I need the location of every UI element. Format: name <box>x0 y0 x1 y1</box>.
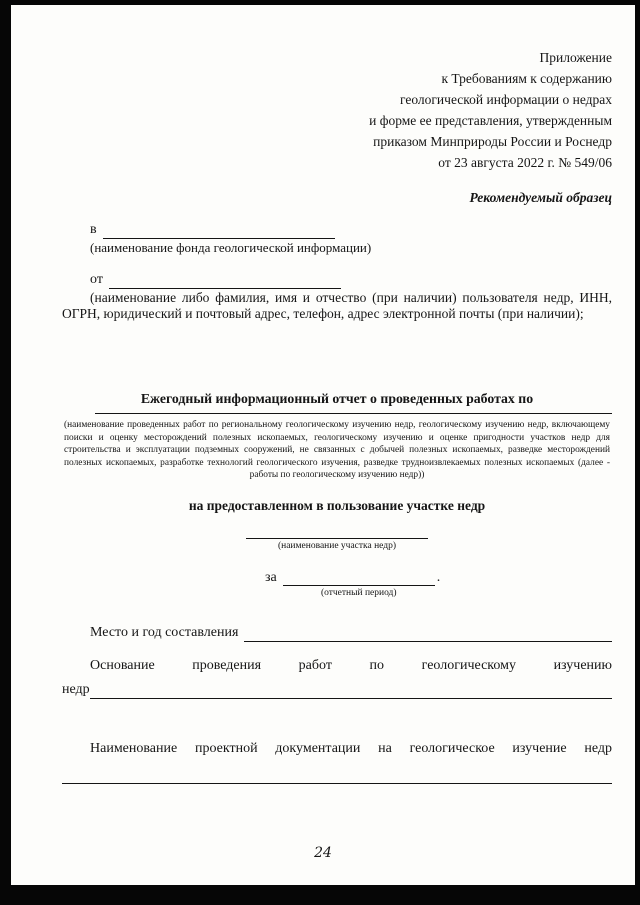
recipient-blank-line <box>103 223 335 239</box>
report-subtitle: на предоставленном в пользование участке недр <box>188 497 486 513</box>
period-label: за <box>265 569 277 585</box>
recipient-caption: (наименование фонда геологической информации) <box>90 240 372 255</box>
basis-blank-line <box>90 683 612 699</box>
place-blank-line <box>244 626 612 642</box>
period-blank-line <box>283 570 435 586</box>
appendix-header <box>62 47 612 173</box>
sender-field <box>62 270 612 289</box>
document-content <box>62 47 612 784</box>
site-caption: (наименование участка недр) <box>277 540 397 551</box>
work-types-caption: (наименование проведенных работ по региональному геологическому изучению недр, геологическому изучению недр, включающему поиски и оценку месторождений полезных ископаемых, геологическому изучению и оценке пригодности участков недр для строительства и эксплуатации подземных сооружений, не связанных с добычей полезных ископаемых, разведке месторождений полезных ископаемых, разработке технологий геологического изучения, разведке трудноизвлекаемых полезных ископаемых (далее - работы по геологическому изучению недр)) <box>64 420 610 480</box>
sender-blank-line <box>109 273 341 289</box>
period-caption: (отчетный период) <box>320 587 397 598</box>
sender-caption: (наименование либо фамилия, имя и отчество (при наличии) пользователя недр, ИНН, ОГРН, юридический и почтовый адрес, телефон, адрес электронной почты (при наличии); <box>62 290 612 321</box>
appendix-line: от 23 августа 2022 г. № 549/06 <box>438 155 612 170</box>
appendix-line: геологической информации о недрах <box>399 92 612 107</box>
basis-line2-label: недр <box>62 681 90 697</box>
project-doc-label: Наименование проектной документации на геологическое изучение недр <box>90 740 612 756</box>
place-field <box>62 623 612 642</box>
title-blank-line <box>95 408 612 414</box>
page-number: 24 <box>314 845 332 861</box>
period-suffix: . <box>436 569 441 585</box>
appendix-line: и форме ее представления, утвержденным <box>369 113 612 128</box>
sample-note: Рекомендуемый образец <box>469 190 612 205</box>
project-doc-blank-line <box>62 770 612 784</box>
recipient-label: в <box>90 222 97 237</box>
appendix-line: приказом Минприроды России и Роснедр <box>373 134 612 149</box>
basis-field-line1: Основание проведения работ по геологическому изучению <box>90 657 612 673</box>
basis-field-line2 <box>62 680 612 699</box>
report-title: Ежегодный информационный отчет о проведенных работах по <box>140 391 534 406</box>
place-label: Место и год составления <box>90 624 239 640</box>
appendix-line: к Требованиям к содержанию <box>441 71 612 86</box>
appendix-line: Приложение <box>539 50 612 65</box>
period-field <box>62 570 612 599</box>
sender-label: от <box>90 272 103 287</box>
site-blank-line <box>246 527 428 539</box>
recipient-field <box>62 220 612 239</box>
